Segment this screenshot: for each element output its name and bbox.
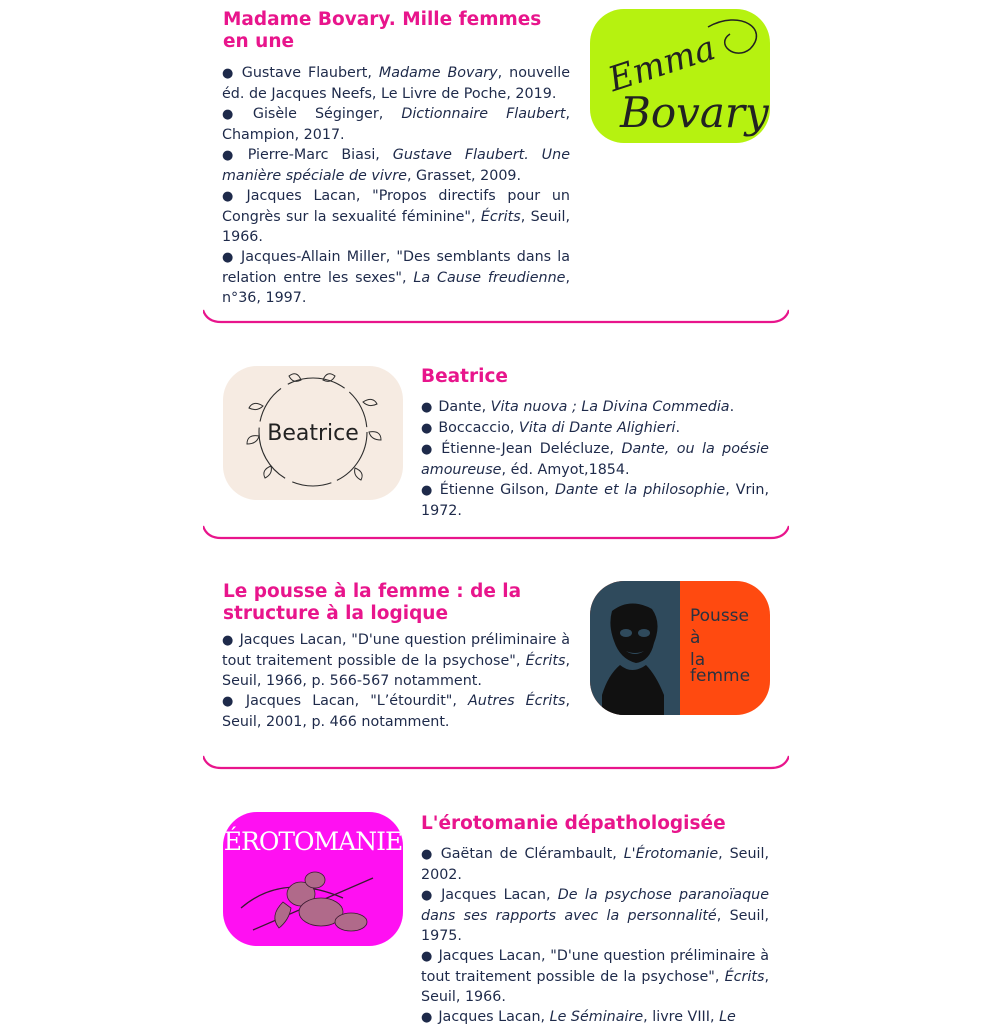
work-title: Vita nuova ; La Divina Commedia [490, 399, 730, 415]
reference-text: Jacques Lacan, "L’étourdit", [245, 693, 468, 709]
work-title: Gustave Flaubert. Une manière spéciale de vivre [222, 147, 570, 184]
bullet-icon: ● [421, 949, 433, 964]
section-title: Beatrice [421, 366, 508, 387]
bibliography-item [421, 885, 769, 946]
erotomanie-image [223, 812, 403, 946]
reference-text: , Champion, 2017. [222, 106, 570, 143]
reference-text: , nouvelle éd. de Jacques Neefs, Le Livre de Poche, 2019. [222, 65, 570, 102]
reference-text: , Seuil, 1966. [421, 969, 769, 1005]
reference-text: , Seuil, 1975. [421, 908, 769, 944]
work-title: Dante, ou la poésie amoureuse [421, 441, 769, 478]
bibliography-item [421, 844, 769, 885]
work-title: Le [719, 1009, 736, 1025]
bibliography-item [421, 946, 769, 1007]
reference-text: , Vrin, 1972. [421, 482, 769, 519]
reference-text: , Seuil, 2001, p. 466 notamment. [222, 693, 570, 730]
reference-text: Étienne Gilson, [439, 482, 555, 498]
work-title: Écrits [525, 653, 566, 669]
reference-text: . [729, 399, 735, 415]
image-text-a: à [690, 628, 701, 648]
reference-text: Gaëtan de Clérambault, [440, 846, 624, 862]
reference-text: , n°36, 1997. [222, 270, 570, 306]
bullet-icon: ● [421, 888, 436, 903]
work-title: Écrits [480, 209, 521, 225]
image-text-emma: Emma [603, 28, 721, 101]
image-text-femme: femme [690, 666, 751, 686]
reference-text: Étienne-Jean Delécluze, [441, 441, 622, 457]
reference-text: Gustave Flaubert, [241, 65, 379, 81]
work-title: De la psychose paranoïaque dans ses rapports avec la personnalité [421, 887, 769, 924]
bibliography-item [421, 1007, 769, 1028]
image-text-erotomanie: ÉROTOMANIE [223, 827, 403, 856]
reference-text: Jacques Lacan, "D'une question préliminaire à tout traitement possible de la psychose", [222, 632, 570, 669]
work-title: Le Séminaire [549, 1009, 644, 1025]
reference-text: , Grasset, 2009. [406, 168, 522, 184]
bullet-icon: ● [421, 400, 433, 415]
image-text-beatrice: Beatrice [267, 421, 359, 446]
reference-text: Dante, [438, 399, 491, 415]
bullet-icon: ● [421, 421, 433, 436]
reference-text: , Seuil, 2002. [421, 846, 769, 883]
reference-text: Jacques Lacan, [441, 887, 558, 903]
reference-text: , livre VIII, [643, 1009, 720, 1025]
work-title: L'Érotomanie [623, 846, 719, 862]
reference-text: Jacques Lacan, "Propos directifs pour un Congrès sur la sexualité féminine", [222, 188, 570, 225]
work-title: Autres Écrits [468, 693, 566, 709]
reference-text: Boccaccio, [438, 420, 519, 436]
section-title: Madame Bovary. Mille femmes en une [223, 9, 542, 52]
bullet-icon: ● [222, 189, 241, 204]
bullet-icon: ● [421, 483, 434, 498]
bullet-icon: ● [421, 1010, 433, 1025]
work-title: La Cause freudienne [413, 270, 566, 286]
work-title: Madame Bovary [378, 65, 498, 81]
bullet-icon: ● [222, 148, 242, 163]
reference-text: . [675, 420, 680, 436]
image-text-pousse: Pousse [690, 606, 749, 626]
reference-text: Pierre-Marc Biasi, [247, 147, 393, 163]
bullet-icon: ● [222, 66, 236, 81]
bibliography-list [421, 844, 769, 1028]
section-title: L'érotomanie dépathologisée [421, 813, 726, 834]
work-title: Écrits [724, 969, 765, 985]
bullet-icon: ● [421, 442, 436, 457]
bullet-icon: ● [222, 250, 235, 265]
work-title: Vita di Dante Alighieri [518, 420, 676, 436]
work-title: Dante et la philosophie [554, 482, 726, 498]
reference-text: Jacques-Allain Miller, "Des semblants dans la relation entre les sexes", [222, 249, 571, 286]
reference-text: , Seuil, 1966, p. 566-567 notamment. [222, 653, 570, 689]
image-text-la: la [690, 650, 706, 670]
work-title: Dictionnaire Flaubert [401, 106, 566, 122]
reference-text: , éd. Amyot,1854. [501, 462, 630, 478]
bullet-icon: ● [222, 633, 234, 648]
reference-text: Gisèle Séginger, [252, 106, 402, 122]
image-text-bovary: Bovary [620, 88, 769, 137]
reference-text: , Seuil, 1966. [222, 209, 570, 245]
bullet-icon: ● [222, 694, 240, 709]
reference-text: Jacques Lacan, "D'une question préliminaire à tout traitement possible de la psychose", [421, 948, 769, 985]
bullet-icon: ● [421, 847, 435, 862]
section-title: Le pousse à la femme : de la structure à la logique [223, 581, 522, 624]
bullet-icon: ● [222, 107, 247, 122]
reference-text: Jacques Lacan, [438, 1009, 550, 1025]
